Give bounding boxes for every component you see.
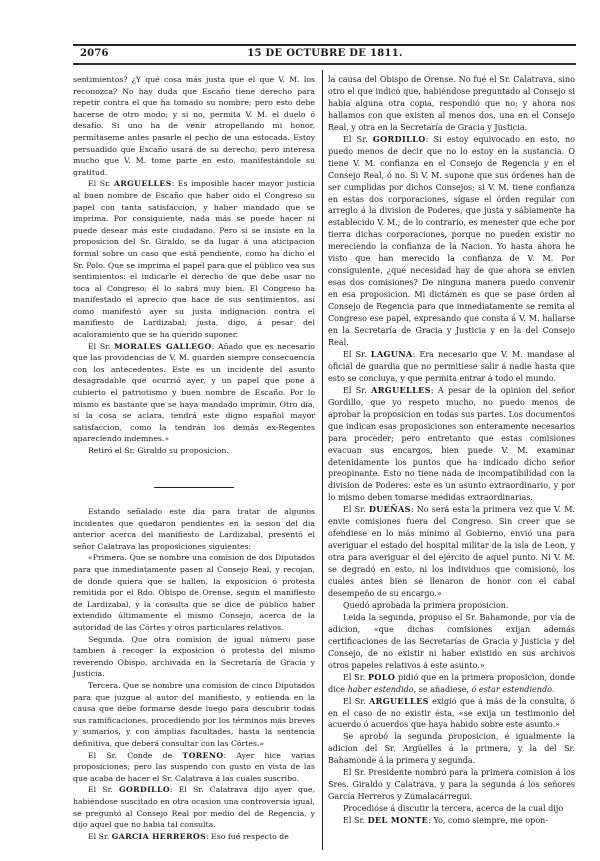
speech-paragraph [328, 672, 575, 696]
speaker-prefix: El Sr. [88, 179, 114, 189]
proposal-paragraph: Segunda. Que otra comision de igual número pase tambien á recoger la exposicion ó protesta del mismo reverendo Obispo, archivada en la Secretaría de Gracia y Justicia. [73, 634, 315, 679]
right-column [328, 74, 575, 827]
speech-paragraph [328, 696, 575, 732]
section-separator [154, 487, 234, 489]
speaker-name: ARGUELLES [371, 384, 431, 395]
left-column [73, 74, 315, 842]
speaker-name: LAGUNA [370, 348, 413, 359]
speech-paragraph [328, 504, 575, 600]
speech-text: : Ayer hice varias proposiciones; pero las suspendo con gusto en vista de las que acaba de hacer el Sr. Calatrava á las cuales suscribo. [73, 750, 315, 783]
speech-paragraph [328, 349, 575, 385]
speaker-prefix: El Sr. [88, 785, 119, 795]
speaker-prefix: El Sr. Conde de [88, 750, 183, 760]
paragraph: Retiró el Sr. Giraldo su proposicion. [88, 446, 229, 455]
speech-text: : Yo, como siempre, me opon- [428, 816, 549, 826]
speaker-prefix: El Sr. [343, 672, 368, 682]
speaker-name: DUEÑAS [368, 504, 411, 515]
paragraph: Procedióse á discutir la tercera, acerca de la cual dijo [343, 804, 564, 814]
speech-text: pidió que en la primera proposicion, donde dice [328, 672, 575, 694]
speaker-prefix: El Sr. [343, 505, 369, 515]
speaker-name: MORALES GALLEGO [114, 341, 212, 351]
speech-text: : Es imposible hacer mayor justicia al buen nombre de Escaño que haber oido el Congreso su papel con tanta satisfaccion, y haber mandado que se imprima. Por consiguiente, nada más se puede hacer ni puede desear más este ciudadano. Pero si se insiste en la proposicion del Sr. Giraldo, se da lugar á una aticipacion formal sobre un caso que está pendiente, como ha dicho el Sr. Polo. Que se imprima el papel para que el público vea sus sentimientos: el indicarle el derecho de que debe usar no toca al Congreso; él lo sabrá muy bien. El Congreso ha manifestado el aprecio que hace de sus sentimientos, así como manifestó ayer su justa indignacion contra el manifiesto de Lardizabal; justa, digo, á pesar del acaloramiento que se ha querido suponer. [73, 179, 315, 340]
header-rule-top [73, 44, 576, 46]
speaker-prefix: El Sr. [88, 341, 115, 351]
header-rule-bottom [73, 63, 576, 65]
paragraph: Estando señalado este dia para tratar de algunos incidentes que quedaron pendientes en la sesion del dia anterior acerca del manifiesto de Lardizabal, presentó el señor Calatrava las proposiciones siguientes: [73, 507, 315, 551]
speech-paragraph [328, 134, 575, 349]
speaker-prefix: El Sr. [343, 696, 370, 706]
speaker-name: GARCIA HERREROS [111, 831, 207, 841]
speaker-prefix: El Sr. [88, 831, 112, 841]
speech-paragraph [73, 178, 315, 340]
speaker-name: GORDILLO [372, 133, 426, 144]
speaker-name: GORDILLO [119, 785, 171, 795]
proposal-paragraph: Tercera. Que se nombre una comision de cinco Diputados para que juzgue al autor del manifiesto, y entienda en la causa que debe formarse desde luego para descubrir todas sus ramificaciones, procediendo por los términos más breves y sumarios, y con ámplias facultades, hasta la sentencia definitiva, que deberá consultar con las Córtes.» [73, 681, 315, 748]
proposal-paragraph: «Primera. Que se nombre una comision de dos Diputados para que inmediatamente pasen al Consejo Real, y recojan, de donde quiera que se hallen, la exposicion ó protesta remitida por el Rdo. Obispo de Orense, segun el manifiesto de Lardizabal, y la consulta que se dice de público haber extendido últimamente el mismo Consejo, acerca de la autoridad de las Córtes y otros particulares relativos. [73, 553, 315, 633]
paragraph: Se aprobó la segunda proposicion, é igualmente la adicion del Sr. Argüelles á la primera, y la del Sr. Bahamonde á la primera y segunda. [328, 732, 575, 766]
paragraph: El Sr. Presidente nombró para la primera comision á los Sres. Giraldo y Calatrava, y para la segunda á los señores García Herreros y Zumalacárregui. [328, 768, 575, 802]
speaker-prefix: El Sr. [343, 385, 372, 395]
speaker-prefix: El Sr. [343, 816, 368, 826]
italic-quote: haber estendido [347, 684, 414, 694]
paragraph: la causa del Obispo de Orense. No fué el Sr. Calatrava, sino otro el que indicó que, habiéndose preguntado al Consejo si habia alguna otra copia, respondió que no; y ahora nos hallamos con que existen al menos dos, una en el Consejo Real, y otra en la Secretaría de Gracia y Justicia. [328, 75, 575, 132]
speech-paragraph [73, 341, 315, 445]
speaker-name: ARGUELLES [113, 179, 172, 189]
speaker-name: POLO [367, 671, 396, 682]
speaker-prefix: El Sr. [343, 134, 373, 144]
speaker-name: DEL MONTE [367, 815, 429, 826]
speech-paragraph [73, 831, 315, 843]
speech-text: : A pesar de la opinion del señor Gordillo, que yo respeto mucho, no puedo menos de aprobar la proposicion en todas sus partes. Los documentos que indican esas proposiciones son enteramente necesarios para proceder; pero entretanto que estas comisiones evacuan sus encargos, bien puede V. M. examinar detenidamente los puntos que ha indicado dicho señor preopinante. Esto no tiene nada de incompatibilidad con la division de Poderes: este es un asunto extraordinario, y por lo mismo deben tomarse medidas extraordinarias. [328, 385, 575, 503]
speech-text: exigió que á más de la consulta, ó en el caso de no existir ésta, «se exija un testimonio del acuerdo ó acuerdos que haya habido sobre este asunto.» [328, 696, 575, 730]
page-date-heading: 15 DE OCTUBRE DE 1811. [247, 48, 403, 59]
speech-paragraph [73, 784, 315, 830]
speech-text: : Añado que es necesario que las providencias de V. M. guarden siempre consecuencia con los antecedentes. Este es un incidente del asunto desagradable que ocurrió ayer, y un papel que pone á cubierto el patriotismo y buen nombre de Escaño. Por lo mismo es bastante que se haya mandado imprimir. Otro dia, si la cosa se aclara, tendrá este digno español mayor satisfaccion, como la tendrán los demás ex-Regentes apareciendo indemnes.» [73, 341, 315, 444]
italic-quote: ó estar estendiendo. [471, 684, 555, 694]
speaker-name: ARGUELLES [369, 695, 429, 706]
speaker-name: TORENO [182, 750, 224, 760]
speech-paragraph [328, 815, 575, 827]
paragraph: Leida la segunda, propuso el Sr. Bahamonde, por vía de adicion, «que dichas comisiones exijan además certificaciones de las Secretarías de Gracia y Justicia y del Consejo, de no existir ni haber existido en sus archivos otros papeles relativos á este asunto.» [328, 612, 575, 670]
speech-paragraph [73, 750, 315, 785]
page-number: 2076 [80, 48, 109, 59]
speech-paragraph [328, 385, 575, 505]
speech-text: , se añadiese, [413, 684, 472, 694]
speech-text: : No será esta la primera vez que V. M. envie comisiones fuera del Congreso. Sin creer que se ofendiese en lo más mínimo al Gobierno, envió una para averiguar el estado del hospital militar de la isla de Leon, y otra para averiguar el del ejército de aquel punto. Ni V. M. se degradó en esto, ni los individuos que comisionó, los cuales antes bien se llenaron de honor con el cabal desempeño de su encargo.» [328, 505, 575, 598]
speech-text: : El Sr. Calatrava dijo ayer que, habiéndose suscitado en otra ocasion una controversia igual, se preguntó al Consejo Real por medio del de Regencia, y dijo aquel que no habia tal consulta. [73, 785, 315, 830]
speech-text: : Era necesario que V. M. mandase al oficial de guardia que no permitiese salir á nadie hasta que esto se concluya, y que permita entrar á todo el mundo. [328, 349, 575, 383]
speech-text: : Si estoy equivocado en esto, no puedo menos de decir que no lo estoy en la sustancia. O tiene V. M. confianza en el Consejo de Regencia y en el Consejo Real, ó no. Si V. M. supone que sus órdenes han de ser cumplidas por dichos Consejos; si V. M. tiene confianza en estas dos corporaciones, sígase el órden regular con arreglo á la division de Poderes, que justa y sábiamente ha establecido V. M.; de lo contrario, es menester que eche por tierra dichas corporaciones, porque no pueden existir no mereciendo la confianza de la Nacion. Yo hasta ahora he visto que han merecido la confianza de V. M. Por consiguiente, ¿qué necesidad hay de que ahora se envien esas dos comisiones? De ninguna manera puedo convenir en esa proposicion. Mi dictámen es que se pase órden al Consejo de Regencia para que inmediatamente se remita al Congreso ese papel, expresando que consta á V. M. hallarse en la Secretaría de Gracia y Justicia y en la del Consejo Real. [328, 134, 575, 347]
paragraph: Quedó aprobada la primera proposicion. [343, 600, 509, 610]
paragraph: sentimientos? ¿Y qué cosa más justa que el que V. M. los reconozca? No hay duda que Escaño tiene derecho para repetir contra el que ha tomado su nombre; pero esto debe hacerse de otro modo; y si no, permita V. M. el duelo ó desafío. Si uno ha de venir atropellando mi honor, permítaseme antes pasarle el pecho de una estocada. Estoy persuadido que Escaño usará de su derecho; pero interesa mucho que V. M. tome parte en esto, manifestándole su gratitud. [73, 75, 315, 177]
speaker-prefix: El Sr. [343, 349, 371, 359]
column-divider [322, 70, 323, 850]
speech-text: : Eso fué respecto de [206, 831, 289, 841]
